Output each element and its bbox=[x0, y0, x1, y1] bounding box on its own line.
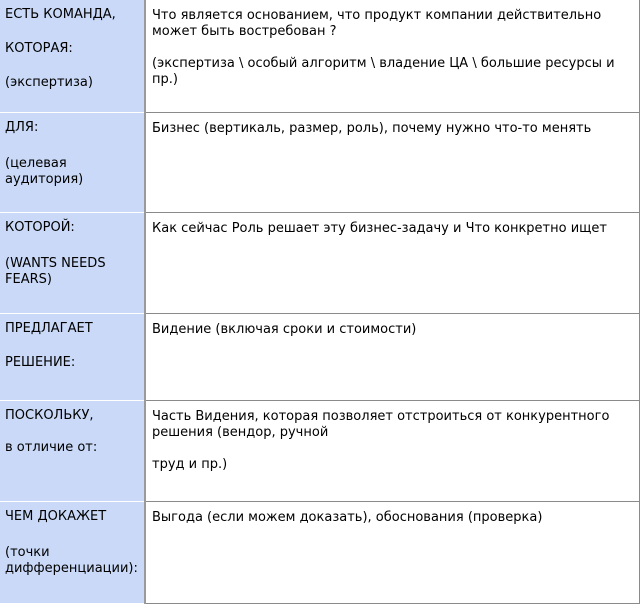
label-line: ПРЕДЛАГАЕТ bbox=[5, 320, 93, 336]
row-value-solution bbox=[145, 313, 640, 400]
label-line: ЕСТЬ КОМАНДА, bbox=[5, 7, 116, 22]
label-line: ЧЕМ ДОКАЖЕТ bbox=[5, 508, 107, 524]
row-value-wants bbox=[145, 212, 640, 313]
value-text: Что является основанием, что продукт компании действительно может быть востребован ? bbox=[152, 8, 602, 39]
table-row bbox=[0, 501, 640, 603]
row-label-wants bbox=[0, 212, 145, 313]
value-text: Часть Видения, которая позволяет отстроиться от конкурентного решения (вендор, ручной bbox=[152, 408, 610, 440]
table-row bbox=[0, 0, 640, 112]
table-row bbox=[0, 313, 640, 400]
row-label-proof bbox=[0, 501, 145, 603]
table-row bbox=[0, 400, 640, 501]
row-label-audience bbox=[0, 112, 145, 212]
value-text: Видение (включая сроки и стоимости) bbox=[152, 321, 417, 337]
value-text: Как сейчас Роль решает эту бизнес-задачу и Что конкретно ищет bbox=[152, 220, 607, 236]
label-line: РЕШЕНИЕ: bbox=[5, 354, 76, 370]
value-text: Выгода (если можем доказать), обоснования (проверка) bbox=[152, 509, 543, 525]
label-line: ПОСКОЛЬКУ, bbox=[5, 407, 94, 423]
table-row bbox=[0, 112, 640, 212]
value-text: труд и пр.) bbox=[152, 456, 228, 472]
row-label-solution bbox=[0, 313, 145, 400]
label-line: в отличие от: bbox=[5, 439, 98, 455]
row-label-team bbox=[0, 0, 145, 112]
row-value-audience bbox=[145, 112, 640, 212]
row-value-team bbox=[145, 0, 640, 112]
label-line: (точки дифференциации): bbox=[5, 544, 138, 576]
row-value-because bbox=[145, 400, 640, 501]
label-line: ДЛЯ: bbox=[5, 119, 39, 135]
label-line: (WANTS NEEDS FEARS) bbox=[5, 255, 106, 287]
value-text: Бизнес (вертикаль, размер, роль), почему нужно что-то менять bbox=[152, 120, 592, 136]
label-line: (целевая аудитория) bbox=[5, 155, 84, 187]
table-row bbox=[0, 212, 640, 313]
row-label-because bbox=[0, 400, 145, 501]
label-line: (экспертиза) bbox=[5, 75, 93, 90]
label-line: КОТОРАЯ: bbox=[5, 41, 73, 56]
label-line: КОТОРОЙ: bbox=[5, 219, 75, 235]
value-text: (экспертиза \ особый алгоритм \ владение ЦА \ большие ресурсы и пр.) bbox=[152, 56, 615, 87]
row-value-proof bbox=[145, 501, 640, 603]
